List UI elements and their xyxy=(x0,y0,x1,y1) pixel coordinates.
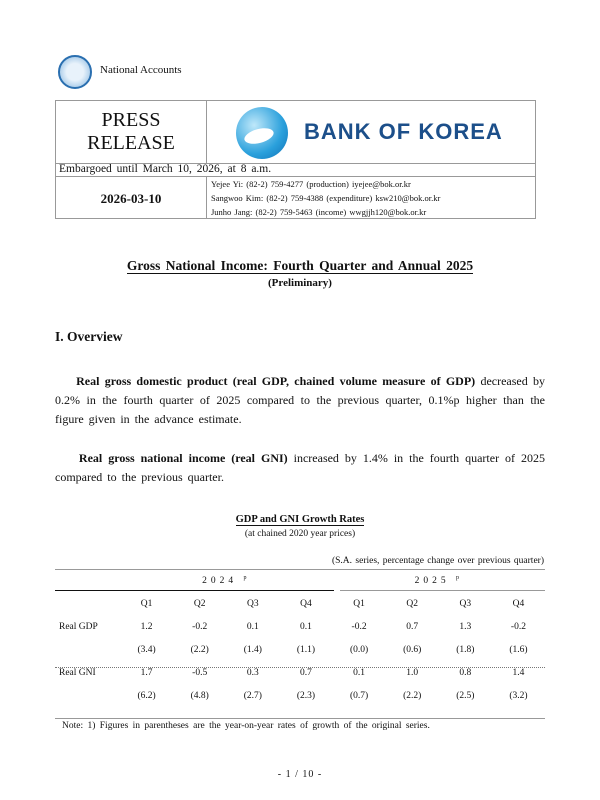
page-number: - 1 / 10 - xyxy=(277,769,323,780)
growth-value: -0.2 xyxy=(351,621,367,632)
table-row xyxy=(55,638,545,661)
growth-table xyxy=(55,569,545,707)
quarter-header: Q3 xyxy=(247,598,259,609)
table-title: GDP and GNI Growth Rates xyxy=(235,514,365,525)
yoy-value: (0.0) xyxy=(349,644,369,655)
yoy-value: (2.7) xyxy=(243,690,262,701)
bok-seal-icon xyxy=(58,55,92,89)
contact: Junho Jang: (82-2) 759-5463 (income) wwgjjh120@bok.or.kr xyxy=(211,207,427,217)
growth-value: 1.2 xyxy=(140,621,153,632)
paragraph: Real gross national income (real GNI) increased by 1.4% in the fourth quarter of 2025 compared to the previous quarter. xyxy=(55,451,546,484)
table-subtitle: (at chained 2020 year prices) xyxy=(244,529,356,539)
quarter-header-row xyxy=(55,592,545,615)
growth-value: 0.1 xyxy=(353,667,365,678)
table-unit: (S.A. series, percentage change over previous quarter) xyxy=(331,556,544,566)
yoy-value: (2.2) xyxy=(403,690,422,701)
press-release-label: PRESS RELEASE xyxy=(87,109,175,154)
table-note: Note: 1) Figures in parentheses are the year-on-year rates of growth of the original series. xyxy=(62,721,430,731)
growth-value: 0.1 xyxy=(300,621,312,632)
yoy-value: (1.1) xyxy=(296,644,316,655)
year-header: 2025 $^p$ xyxy=(414,574,463,587)
bok-logo-icon xyxy=(236,107,288,159)
embargo-text: Embargoed until March 10, 2026, at 8 a.m. xyxy=(59,163,272,175)
quarter-header: Q4 xyxy=(300,598,312,609)
year-header: 2024 $^p$ xyxy=(202,574,251,587)
yoy-value: (2.3) xyxy=(296,690,316,701)
growth-value: -0.2 xyxy=(510,621,526,632)
quarter-header: Q1 xyxy=(140,598,153,609)
contact: Sangwoo Kim: (82-2) 759-4388 (expenditure) ksw210@bok.or.kr xyxy=(211,193,441,203)
yoy-value: (0.7) xyxy=(349,690,369,701)
row-label: Real GNI xyxy=(59,667,96,678)
growth-value: 0.3 xyxy=(246,667,259,678)
yoy-value: (1.4) xyxy=(243,644,262,655)
document-subtitle: (Preliminary) xyxy=(268,277,332,289)
bok-logo-text: BANK OF KOREA xyxy=(304,119,503,144)
contacts xyxy=(211,177,440,219)
quarter-header: Q1 xyxy=(353,598,365,609)
growth-value: 0.7 xyxy=(300,667,312,678)
press-header-box xyxy=(55,100,536,219)
growth-value: 1.4 xyxy=(512,667,525,678)
growth-value: 1.7 xyxy=(140,667,153,678)
row-label: Real GDP xyxy=(59,621,98,632)
growth-value: 0.1 xyxy=(246,621,259,632)
contact: Yejee Yi: (82-2) 759-4277 (production) iyejee@bok.or.kr xyxy=(211,179,411,189)
section-label: National Accounts xyxy=(100,64,182,76)
yoy-value: (3.4) xyxy=(137,644,156,655)
table-row xyxy=(55,661,545,684)
growth-value: -0.2 xyxy=(192,621,208,632)
document-title: Gross National Income: Fourth Quarter and Annual 2025 xyxy=(126,258,474,273)
growth-value: 0.8 xyxy=(459,667,472,678)
growth-value: 1.3 xyxy=(459,621,472,632)
section-heading: I. Overview xyxy=(55,329,123,344)
quarter-header: Q2 xyxy=(193,598,206,609)
quarter-header: Q3 xyxy=(459,598,472,609)
table-row xyxy=(55,684,545,707)
yoy-value: (6.2) xyxy=(137,690,156,701)
growth-value: 0.7 xyxy=(406,621,419,632)
quarter-header: Q4 xyxy=(512,598,525,609)
yoy-value: (3.2) xyxy=(509,690,528,701)
quarter-header: Q2 xyxy=(406,598,418,609)
yoy-value: (0.6) xyxy=(403,644,422,655)
yoy-value: (1.6) xyxy=(509,644,528,655)
yoy-value: (2.2) xyxy=(190,644,209,655)
growth-value: 1.0 xyxy=(406,667,419,678)
yoy-value: (2.5) xyxy=(456,690,475,701)
paragraph: Real gross domestic product (real GDP, chained volume measure of GDP) decreased by 0.2% in the fourth quarter of 2025 compared to the previous quarter, 0.1%p higher than the figure given in the advance estimate. xyxy=(55,374,546,426)
yoy-value: (4.8) xyxy=(190,690,209,701)
table-row xyxy=(55,615,545,638)
growth-value: -0.5 xyxy=(192,667,208,678)
yoy-value: (1.8) xyxy=(456,644,475,655)
release-date: 2026-03-10 xyxy=(100,191,162,206)
